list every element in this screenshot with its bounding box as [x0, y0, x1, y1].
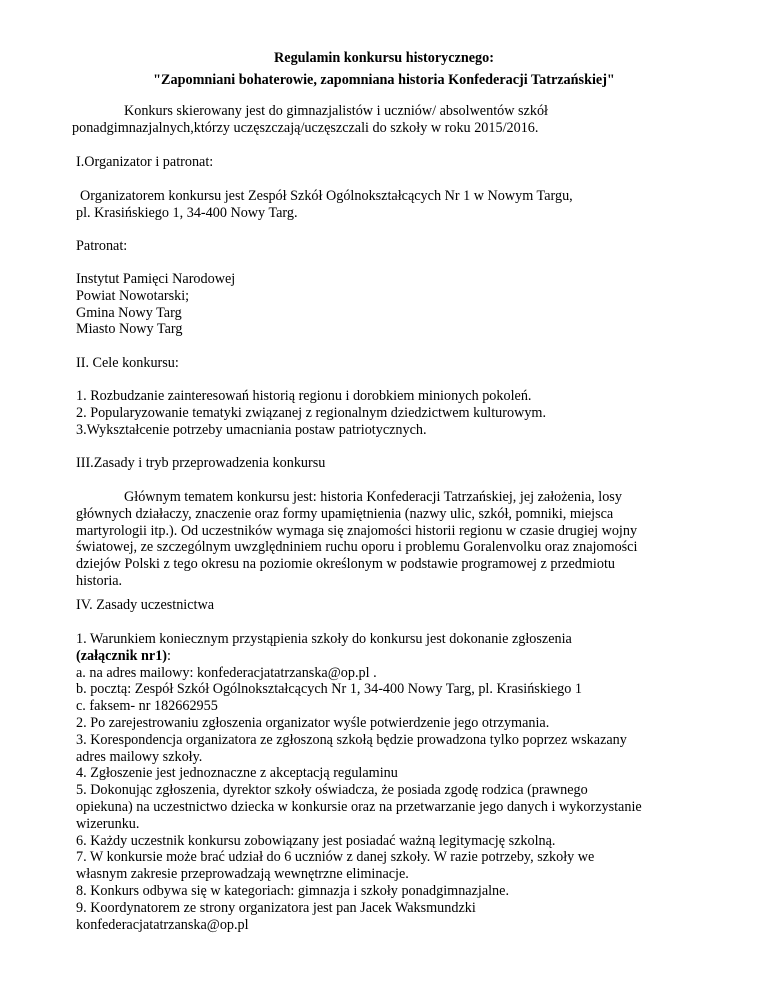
organizer-line-1: Organizatorem konkursu jest Zespół Szkół Ogólnokształcących Nr 1 w Nowym Targu, — [80, 188, 573, 204]
theme-line: światowej, ze szczególnym uwzględniniem ruchu oporu i problemu Goralenvolku oraz znajomości — [76, 539, 638, 556]
theme-line: martyrologii itp.). Od uczestników wymaga się znajomości historii regionu w czasie drugiej wojny — [76, 522, 638, 539]
theme-paragraph — [76, 489, 716, 590]
doc-title-line2: "Zapomniani bohaterowie, zapomniana historia Konfederacji Tatrzańskiej" — [153, 72, 615, 88]
rule-item: 1. Warunkiem koniecznym przystąpienia szkoły do konkursu jest dokonanie zgłoszenia — [76, 631, 572, 647]
organizer-paragraph — [76, 188, 716, 222]
intro-line-2: ponadgimnazjalnych,którzy uczęszczają/uczęszczali do szkoły w roku 2015/2016. — [72, 119, 539, 136]
patron-item: Instytut Pamięci Narodowej — [76, 271, 236, 287]
patron-item: Gmina Nowy Targ — [76, 304, 182, 321]
rule-item: konfederacjatatrzanska@op.pl — [76, 916, 249, 933]
section-3-heading: III.Zasady i tryb przeprowadzenia konkursu — [76, 455, 326, 471]
intro-paragraph — [72, 103, 716, 137]
theme-line: dziejów Polski z tego okresu na poziomie określonym w podstawie programowej z przedmiotu — [76, 556, 616, 573]
section-1-heading: I.Organizator i patronat: — [76, 154, 214, 170]
rule-item: 4. Zgłoszenie jest jednoznaczne z akceptacją regulaminu — [76, 765, 398, 782]
rule-item: 2. Po zarejestrowaniu zgłoszenia organizator wyśle potwierdzenie jego otrzymania. — [76, 714, 550, 731]
rule-item: 5. Dokonując zgłoszenia, dyrektor szkoły oświadcza, że posiada zgodę rodzica (prawnego — [76, 782, 588, 799]
rule-item: wizerunku. — [76, 815, 140, 832]
goals-list — [76, 388, 716, 438]
rule-item: b. pocztą: Zespół Szkół Ogólnokształcących Nr 1, 34-400 Nowy Targ, pl. Krasińskiego 1 — [76, 681, 582, 698]
patron-item: Powiat Nowotarski; — [76, 287, 190, 304]
rule-item: opiekuna) na uczestnictwo dziecka w konkursie oraz na przetwarzanie jego danych i wykorzystanie — [76, 798, 642, 815]
rules-list — [76, 631, 716, 933]
organizer-line-2: pl. Krasińskiego 1, 34-400 Nowy Targ. — [76, 204, 298, 221]
rule-item: 9. Koordynatorem ze strony organizatora jest pan Jacek Waksmundzki — [76, 899, 476, 916]
goal-item: 3.Wykształcenie potrzeby umacniania postaw patriotycznych. — [76, 421, 427, 438]
patron-item: Miasto Nowy Targ — [76, 321, 183, 338]
patrons-list — [76, 271, 716, 338]
rule-item: 6. Każdy uczestnik konkursu zobowiązany jest posiadać ważną legitymację szkolną. — [76, 832, 556, 849]
rule-item: własnym zakresie przeprowadzają wewnętrzne eliminacje. — [76, 866, 409, 883]
patronat-heading: Patronat: — [76, 238, 128, 254]
theme-line: historia. — [76, 572, 123, 589]
section-4-heading: IV. Zasady uczestnictwa — [76, 597, 215, 613]
intro-line-1: Konkurs skierowany jest do gimnazjalistów i uczniów/ absolwentów szkół — [124, 103, 548, 119]
theme-line: Głównym tematem konkursu jest: historia Konfederacji Tatrzańskiej, jej założenia, losy — [124, 489, 622, 505]
attachment-reference: (załącznik nr1) — [76, 647, 168, 664]
goal-item: 2. Popularyzowanie tematyki związanej z regionalnym dziedzictwem kulturowym. — [76, 404, 547, 421]
rule-item — [76, 648, 716, 665]
doc-title-line1: Regulamin konkursu historycznego: — [274, 50, 494, 66]
rule-item: 8. Konkurs odbywa się w kategoriach: gimnazja i szkoły ponadgimnazjalne. — [76, 882, 509, 899]
rule-item: 3. Korespondencja organizatora ze zgłoszoną szkołą będzie prowadzona tylko poprzez wskazany — [76, 731, 627, 748]
rule-item: c. faksem- nr 182662955 — [76, 698, 218, 715]
rule-item: adres mailowy szkoły. — [76, 748, 203, 765]
theme-line: głównych działaczy, znaczenie oraz formy upamiętnienia (nazwy ulic, szkół, pomniki, miejsca — [76, 505, 614, 522]
rule-item: a. na adres mailowy: konfederacjatatrzanska@op.pl . — [76, 664, 377, 681]
rule-item: 7. W konkursie może brać udział do 6 uczniów z danej szkoły. W razie potrzeby, szkoły we — [76, 849, 595, 866]
section-2-heading: II. Cele konkursu: — [76, 355, 179, 371]
goal-item: 1. Rozbudzanie zainteresowań historią regionu i dorobkiem minionych pokoleń. — [76, 388, 532, 404]
rule-colon: : — [167, 647, 171, 664]
